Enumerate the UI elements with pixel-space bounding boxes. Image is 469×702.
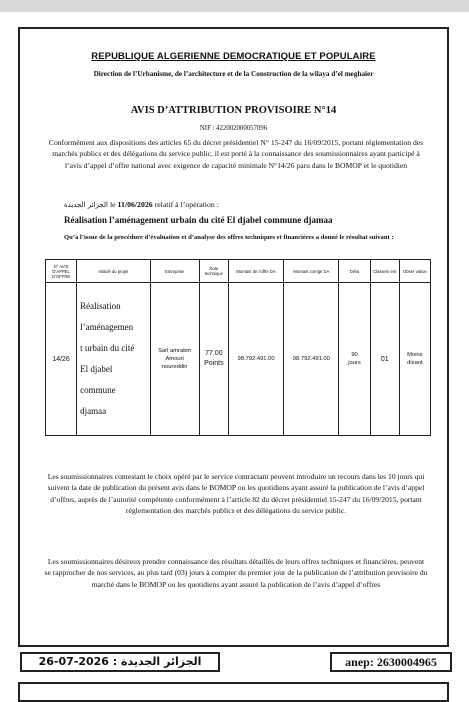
col-header-entreprise: Entreprise	[150, 260, 199, 283]
cell-num: 14/26	[46, 283, 77, 436]
note-value: 77.00	[205, 350, 223, 357]
results-paragraph: Les soumissionnaires désireux prendre connaissance des résultats détaillés de leurs offres techniques et financières, peuvent se rapprocher de nos services, au plus tard (03) jours à compter du premier jour de la publication de l’attribution provisoire du marché dans le BOMOP ou les quotidiens ayant assuré la publication de l’avis d’appel d’offres	[44, 557, 428, 589]
cell-amount: 98.792.491.00	[228, 283, 283, 436]
intro-paragraph: Conformément aux dispositions des articles 65 du décret présidentiel N° 15-247 du 16/09/2015, portant réglementation des marchés publics et des délégations du service public, il est porté à la connaissance des soumissionnaires ayant participé à l’avis d’appel d’offre national avec exigence de capacité minimale N°14/26 paru dans le BOMOP et le quotidien	[48, 138, 424, 170]
project-line: commune	[80, 385, 116, 395]
date-line	[64, 200, 219, 209]
col-header-montant: Montant de l’offre DA	[228, 260, 283, 283]
results-table	[45, 259, 431, 436]
evaluation-result-intro: Qu’à l’issue de la procédure d’évaluation et d’analyse des offres techniques et financières a donné le résultat suivant :	[64, 234, 394, 241]
footer-date-ar: الجزائر الجديدة : 2026-07-26	[20, 652, 220, 672]
col-header-classement: Classem ent	[370, 260, 399, 283]
col-header-note: Note technique	[199, 260, 228, 283]
newspaper-name-ar: الجزائر الجديدة	[64, 201, 108, 209]
cell-observation: Moins disant	[399, 283, 430, 436]
cell-company: Sarl amrabm Amouri noureddin	[150, 283, 199, 436]
previous-page-strip	[0, 0, 469, 12]
anep-reference: anep: 2630004965	[330, 652, 452, 672]
project-line: l’aménagemen	[80, 322, 134, 332]
col-header-delai: Délai	[339, 260, 370, 283]
table-header-row	[46, 260, 431, 283]
footer	[0, 652, 469, 674]
cell-project	[77, 283, 150, 436]
col-header-observation: Obser vation	[399, 260, 430, 283]
date-suffix: relatif à l’opération :	[154, 200, 219, 209]
cell-delay: 90 jours	[339, 283, 370, 436]
project-line: t urbain du cité	[80, 343, 135, 353]
date-prefix: le	[109, 200, 116, 209]
project-line: El djabel	[80, 364, 113, 374]
note-unit: Points	[204, 360, 224, 367]
table-row	[46, 283, 431, 436]
cell-note	[199, 283, 228, 436]
project-line: djamaa	[80, 406, 107, 416]
cell-rank: 01	[370, 283, 399, 436]
recours-paragraph: Les soumissionnaires contestant le choix opéré par le service contractant peuvent introduire un recours dans les 10 jours qui suivent la date de publication du présent avis dans le BOMOP ou les quotidiens ayant assuré la publication de l’avis d’appel d’offres, auprès de l’autorité compétente conformément à l’article 82 du décret présidentiel 15-247 du 16/09/2015, portant réglementation des marchés publics et des délégations du service public.	[47, 472, 425, 515]
republic-heading: REPUBLIQUE ALGERIENNE DEMOCRATIQUE ET POPULAIRE	[91, 51, 376, 62]
operation-title: Réalisation l’aménagement urbain du cité El djabel commune djamaa	[64, 215, 333, 225]
project-line: Réalisation	[80, 301, 121, 311]
notice-frame	[18, 27, 449, 647]
col-header-montant-corrige: Montant corrigé DA	[284, 260, 339, 283]
notice-title: AVIS D’ATTRIBUTION PROVISOIRE N°14	[130, 105, 337, 116]
col-header-projet: Intitulé du projet	[77, 260, 150, 283]
next-notice-frame	[18, 682, 449, 702]
publication-date: 11/06/2026	[117, 200, 153, 209]
nif-number: NIF : 422002000057096	[199, 125, 268, 132]
cell-amount-corrected: 98.792.491.00	[284, 283, 339, 436]
direction-line: Direction de l’Urbanisme, de l’architecture et de la Construction de la wilaya d’el meghaier	[93, 70, 374, 78]
col-header-avis: N° AVIS D’APPEL D’OFFRE	[46, 260, 77, 283]
